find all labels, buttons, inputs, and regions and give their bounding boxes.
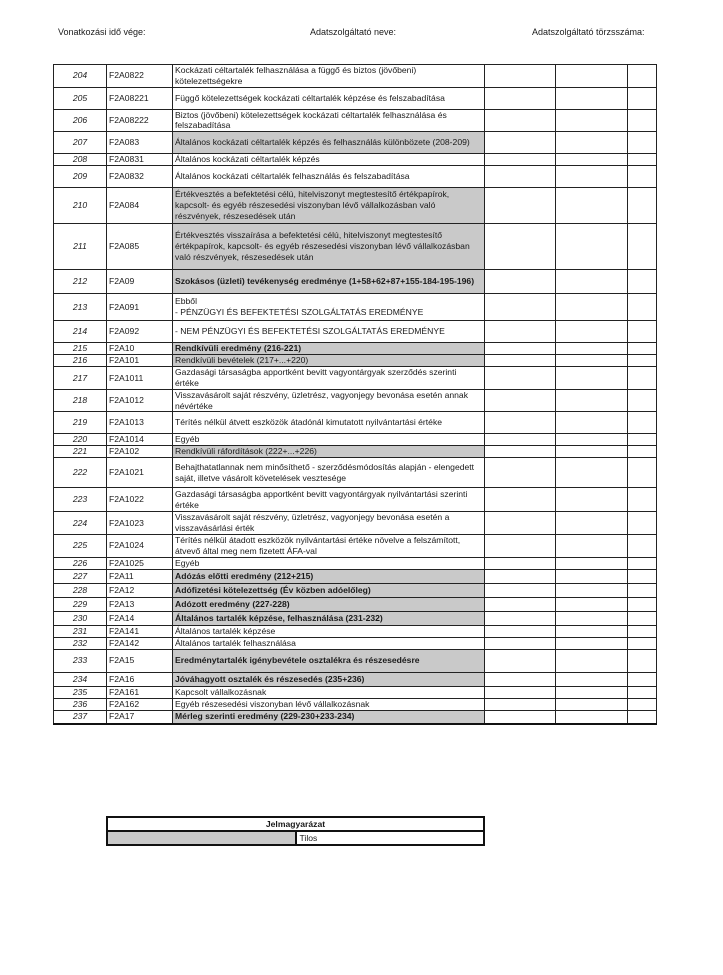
table-row: [54, 698, 657, 710]
table-row: [54, 649, 657, 672]
row-number: 215: [54, 343, 107, 355]
row-description-text: Kapcsolt vállalkozásnak: [175, 686, 267, 697]
table-row: [54, 367, 657, 390]
value-cell[interactable]: [485, 597, 556, 611]
value-cell[interactable]: [556, 637, 628, 649]
value-cell[interactable]: [485, 583, 556, 597]
row-number: 237: [54, 710, 107, 724]
row-description: [173, 710, 485, 724]
value-cell[interactable]: [628, 87, 657, 109]
row-code: F2A11: [107, 569, 173, 583]
value-cell[interactable]: [628, 637, 657, 649]
row-number: 204: [54, 65, 107, 88]
row-description: [173, 488, 485, 512]
row-description: [173, 412, 485, 434]
row-code: F2A1021: [107, 458, 173, 488]
value-cell[interactable]: [485, 458, 556, 488]
value-cell[interactable]: [556, 154, 628, 166]
provider-name-label: Adatszolgáltató neve:: [310, 27, 397, 37]
row-description-text: Értékvesztés a befektetési célú, hitelviszonyt megtestesítő értékpapírok, kapcsolt- és egyéb részesedési viszonyban lévő vállalkozásban való részvények, részesedések után: [175, 189, 450, 222]
table-row: [54, 355, 657, 367]
row-number: 217: [54, 367, 107, 390]
value-cell[interactable]: [485, 446, 556, 458]
legend-item-label: Tilos: [296, 831, 485, 845]
value-cell[interactable]: [485, 637, 556, 649]
table-row: [54, 321, 657, 343]
value-cell[interactable]: [628, 132, 657, 154]
table-row: [54, 557, 657, 569]
table-row: [54, 534, 657, 557]
row-description-text: Mérleg szerinti eredmény (229-230+233-234): [175, 711, 355, 722]
value-cell[interactable]: [556, 672, 628, 686]
row-number: 205: [54, 87, 107, 109]
row-number: 236: [54, 698, 107, 710]
table-row: [54, 672, 657, 686]
value-cell[interactable]: [485, 188, 556, 224]
value-cell[interactable]: [485, 321, 556, 343]
value-cell[interactable]: [628, 698, 657, 710]
row-description-text: Biztos (jövőbeni) kötelezettségek kockázati céltartalék felhasználása és felszabadítása: [175, 109, 447, 131]
table-row: [54, 224, 657, 270]
table-row: [54, 637, 657, 649]
table-row: [54, 710, 657, 724]
row-number: 225: [54, 534, 107, 557]
value-cell[interactable]: [485, 412, 556, 434]
value-cell[interactable]: [556, 321, 628, 343]
value-cell[interactable]: [556, 224, 628, 270]
row-code: F2A162: [107, 698, 173, 710]
table-row: [54, 343, 657, 355]
row-code: F2A102: [107, 446, 173, 458]
row-description-text: Gazdasági társaságba apportként bevitt vagyontárgyak szerződés szerinti értéke: [175, 367, 457, 388]
value-cell[interactable]: [485, 294, 556, 321]
row-description: [173, 512, 485, 535]
value-cell[interactable]: [628, 389, 657, 412]
row-description: [173, 166, 485, 188]
table-row: [54, 87, 657, 109]
row-code: F2A1022: [107, 488, 173, 512]
row-number: 228: [54, 583, 107, 597]
row-description-text: Kockázati céltartalék felhasználása a függő és biztos (jövőbeni) kötelezettségekre: [175, 65, 417, 86]
row-description: [173, 686, 485, 698]
row-number: 211: [54, 224, 107, 270]
row-description: [173, 389, 485, 412]
row-code: F2A085: [107, 224, 173, 270]
row-code: F2A1025: [107, 557, 173, 569]
row-number: 232: [54, 637, 107, 649]
row-number: 214: [54, 321, 107, 343]
row-description-text: Behajthatatlannak nem minősíthető - szerződésmódosítás alapján - elengedett saját, illetve vásárolt követelések vesztesége: [175, 462, 475, 483]
value-cell[interactable]: [485, 65, 556, 88]
value-cell[interactable]: [628, 512, 657, 535]
value-cell[interactable]: [556, 343, 628, 355]
row-code: F2A09: [107, 270, 173, 294]
row-description: [173, 294, 485, 321]
row-code: F2A1013: [107, 412, 173, 434]
table-row: [54, 686, 657, 698]
value-cell[interactable]: [628, 649, 657, 672]
row-code: F2A16: [107, 672, 173, 686]
value-cell[interactable]: [628, 710, 657, 724]
row-description: [173, 569, 485, 583]
table-row: [54, 188, 657, 224]
table-row: [54, 65, 657, 88]
row-description-text: Általános kockázati céltartalék képzés: [175, 154, 320, 165]
row-number: 229: [54, 597, 107, 611]
value-cell[interactable]: [628, 321, 657, 343]
value-cell[interactable]: [628, 166, 657, 188]
value-cell[interactable]: [485, 710, 556, 724]
row-code: F2A12: [107, 583, 173, 597]
provider-id-label: Adatszolgáltató törzsszáma:: [532, 27, 645, 37]
row-code: F2A092: [107, 321, 173, 343]
value-cell[interactable]: [485, 343, 556, 355]
table-row: [54, 583, 657, 597]
value-cell[interactable]: [556, 557, 628, 569]
value-cell[interactable]: [485, 488, 556, 512]
value-cell[interactable]: [485, 569, 556, 583]
table-row: [54, 625, 657, 637]
value-cell[interactable]: [556, 611, 628, 625]
value-cell[interactable]: [556, 109, 628, 132]
row-description-text: Ebből - PÉNZÜGYI ÉS BEFEKTETÉSI SZOLGÁLTATÁS EREDMÉNYE: [175, 296, 424, 318]
row-code: F2A142: [107, 637, 173, 649]
value-cell[interactable]: [628, 672, 657, 686]
row-code: F2A1011: [107, 367, 173, 390]
row-description: [173, 132, 485, 154]
row-number: 212: [54, 270, 107, 294]
row-description-text: Általános kockázati céltartalék felhasználás és felszabadítása: [175, 171, 410, 182]
value-cell[interactable]: [628, 583, 657, 597]
table-row: [54, 389, 657, 412]
value-cell[interactable]: [485, 512, 556, 535]
row-code: F2A15: [107, 649, 173, 672]
row-description: [173, 224, 485, 270]
value-cell[interactable]: [556, 270, 628, 294]
row-description: [173, 611, 485, 625]
row-number: 235: [54, 686, 107, 698]
row-description: [173, 597, 485, 611]
value-cell[interactable]: [485, 132, 556, 154]
value-cell[interactable]: [485, 686, 556, 698]
row-description-text: Gazdasági társaságba apportként bevitt vagyontárgyak nyilvántartási szerinti értéke: [175, 489, 468, 510]
table-row: [54, 488, 657, 512]
row-code: F2A10: [107, 343, 173, 355]
row-description: [173, 343, 485, 355]
value-cell[interactable]: [628, 65, 657, 88]
row-code: F2A0831: [107, 154, 173, 166]
value-cell[interactable]: [628, 446, 657, 458]
row-description-text: Függő kötelezettségek kockázati céltartalék képzése és felszabadítása: [175, 92, 445, 103]
value-cell[interactable]: [628, 557, 657, 569]
row-description-text: Térítés nélkül átvett eszközök átadónál kimutatott nyilvántartási értéke: [175, 417, 443, 428]
row-description: [173, 367, 485, 390]
row-description: [173, 270, 485, 294]
value-cell[interactable]: [556, 686, 628, 698]
row-description-text: Rendkívüli eredmény (216-221): [175, 343, 302, 354]
row-number: 218: [54, 389, 107, 412]
row-number: 207: [54, 132, 107, 154]
row-description-text: Értékvesztés visszaírása a befektetési célú, hitelviszonyt megtestesítő értékpapírok, kapcsolt- és egyéb részesedési viszonyban lévő vállalkozásban való részvények, részesedések után: [175, 230, 470, 263]
value-cell[interactable]: [628, 488, 657, 512]
legend-swatch: [107, 831, 296, 845]
row-description-text: Egyéb: [175, 557, 200, 568]
row-number: 208: [54, 154, 107, 166]
row-number: 226: [54, 557, 107, 569]
table-row: [54, 270, 657, 294]
table-row: [54, 611, 657, 625]
value-cell[interactable]: [628, 343, 657, 355]
value-cell[interactable]: [628, 625, 657, 637]
table-row: [54, 154, 657, 166]
value-cell[interactable]: [628, 154, 657, 166]
value-cell[interactable]: [485, 611, 556, 625]
row-number: 224: [54, 512, 107, 535]
row-description-text: - NEM PÉNZÜGYI ÉS BEFEKTETÉSI SZOLGÁLTATÁS EREDMÉNYE: [175, 326, 445, 337]
row-description-text: Adózás előtti eredmény (212+215): [175, 570, 314, 581]
value-cell[interactable]: [556, 132, 628, 154]
row-number: 213: [54, 294, 107, 321]
row-code: F2A1012: [107, 389, 173, 412]
table-row: [54, 166, 657, 188]
value-cell[interactable]: [628, 569, 657, 583]
row-number: 206: [54, 109, 107, 132]
value-cell[interactable]: [556, 355, 628, 367]
row-description-text: Visszavásárolt saját részvény, üzletrész, vagyonjegy bevonása esetén annak névértéke: [175, 389, 468, 411]
row-description: [173, 434, 485, 446]
row-description-text: Visszavásárolt saját részvény, üzletrész, vagyonjegy bevonása esetén a visszavásárlási érték: [175, 512, 450, 534]
row-description-text: Egyéb: [175, 434, 200, 445]
value-cell[interactable]: [556, 710, 628, 724]
value-cell[interactable]: [485, 224, 556, 270]
row-number: 231: [54, 625, 107, 637]
row-number: 209: [54, 166, 107, 188]
value-cell[interactable]: [556, 434, 628, 446]
value-cell[interactable]: [556, 367, 628, 390]
row-code: F2A091: [107, 294, 173, 321]
value-cell[interactable]: [556, 389, 628, 412]
value-cell[interactable]: [485, 87, 556, 109]
row-description-text: Eredménytartalék igénybevétele osztalékra és részesedésre: [175, 655, 420, 666]
value-cell[interactable]: [628, 434, 657, 446]
value-cell[interactable]: [628, 458, 657, 488]
value-cell[interactable]: [628, 188, 657, 224]
row-code: F2A0832: [107, 166, 173, 188]
row-code: F2A101: [107, 355, 173, 367]
value-cell[interactable]: [628, 412, 657, 434]
value-cell[interactable]: [628, 224, 657, 270]
row-description: [173, 698, 485, 710]
row-description: [173, 672, 485, 686]
value-cell[interactable]: [628, 294, 657, 321]
value-cell[interactable]: [485, 355, 556, 367]
value-cell[interactable]: [556, 412, 628, 434]
row-description: [173, 625, 485, 637]
value-cell[interactable]: [485, 270, 556, 294]
row-description-text: Rendkívüli bevételek (217+...+220): [175, 355, 309, 366]
row-description-text: Térítés nélkül átadott eszközök nyilvántartási értéke növelve a felszámított, átvevő által meg nem fizetett ÁFA-val: [175, 534, 461, 556]
row-description: [173, 446, 485, 458]
row-description: [173, 557, 485, 569]
row-description-text: Egyéb részesedési viszonyban lévő vállalkozásnak: [175, 698, 370, 709]
value-cell[interactable]: [485, 672, 556, 686]
row-number: 227: [54, 569, 107, 583]
row-description: [173, 154, 485, 166]
row-code: F2A17: [107, 710, 173, 724]
row-description-text: Általános tartalék képzése: [175, 625, 276, 636]
row-description: [173, 188, 485, 224]
value-cell[interactable]: [485, 649, 556, 672]
table-row: [54, 458, 657, 488]
row-description-text: Általános kockázati céltartalék képzés és felhasználás különbözete (208-209): [175, 137, 470, 148]
row-code: F2A083: [107, 132, 173, 154]
row-description-text: Adófizetési kötelezettség (Év közben adóelőleg): [175, 584, 371, 595]
value-cell[interactable]: [556, 625, 628, 637]
value-cell[interactable]: [628, 611, 657, 625]
table-row: [54, 446, 657, 458]
row-number: 223: [54, 488, 107, 512]
value-cell[interactable]: [628, 270, 657, 294]
value-cell[interactable]: [628, 367, 657, 390]
value-cell[interactable]: [556, 649, 628, 672]
row-code: F2A13: [107, 597, 173, 611]
row-code: F2A14: [107, 611, 173, 625]
legend-title: Jelmagyarázat: [107, 817, 484, 831]
value-cell[interactable]: [556, 87, 628, 109]
row-description-text: Általános tartalék képzése, felhasználása (231-232): [175, 612, 383, 623]
value-cell[interactable]: [628, 686, 657, 698]
value-cell[interactable]: [556, 458, 628, 488]
value-cell[interactable]: [556, 294, 628, 321]
table-row: [54, 132, 657, 154]
row-code: F2A08221: [107, 87, 173, 109]
value-cell[interactable]: [485, 698, 556, 710]
value-cell[interactable]: [556, 188, 628, 224]
value-cell[interactable]: [556, 488, 628, 512]
table-row: [54, 569, 657, 583]
table-row: [54, 109, 657, 132]
row-description: [173, 355, 485, 367]
row-number: 221: [54, 446, 107, 458]
row-code: F2A1024: [107, 534, 173, 557]
row-description: [173, 321, 485, 343]
value-cell[interactable]: [556, 166, 628, 188]
row-description: [173, 583, 485, 597]
value-cell[interactable]: [628, 597, 657, 611]
value-cell[interactable]: [556, 534, 628, 557]
value-cell[interactable]: [556, 698, 628, 710]
table-row: [54, 294, 657, 321]
row-code: F2A0822: [107, 65, 173, 88]
value-cell[interactable]: [556, 597, 628, 611]
value-cell[interactable]: [485, 166, 556, 188]
row-description: [173, 458, 485, 488]
row-description-text: Szokásos (üzleti) tevékenység eredménye (1+58+62+87+155-184-195-196): [175, 276, 475, 287]
value-cell[interactable]: [485, 557, 556, 569]
value-cell[interactable]: [628, 534, 657, 557]
row-code: F2A08222: [107, 109, 173, 132]
row-number: 220: [54, 434, 107, 446]
row-number: 210: [54, 188, 107, 224]
row-number: 230: [54, 611, 107, 625]
row-description: [173, 637, 485, 649]
value-cell[interactable]: [485, 389, 556, 412]
row-number: 216: [54, 355, 107, 367]
row-code: F2A084: [107, 188, 173, 224]
row-description: [173, 65, 485, 88]
value-cell[interactable]: [485, 154, 556, 166]
value-cell[interactable]: [556, 512, 628, 535]
report-table: [53, 64, 657, 725]
table-row: [54, 597, 657, 611]
row-number: 234: [54, 672, 107, 686]
row-description: [173, 534, 485, 557]
value-cell[interactable]: [556, 65, 628, 88]
value-cell[interactable]: [628, 355, 657, 367]
table-row: [54, 412, 657, 434]
value-cell[interactable]: [485, 109, 556, 132]
value-cell[interactable]: [556, 446, 628, 458]
value-cell[interactable]: [485, 625, 556, 637]
row-description: [173, 109, 485, 132]
row-description: [173, 649, 485, 672]
row-code: F2A141: [107, 625, 173, 637]
row-number: 222: [54, 458, 107, 488]
value-cell[interactable]: [556, 569, 628, 583]
row-code: F2A161: [107, 686, 173, 698]
value-cell[interactable]: [485, 534, 556, 557]
row-description-text: Rendkívüli ráfordítások (222+...+226): [175, 446, 317, 457]
row-number: 219: [54, 412, 107, 434]
legend-table: [106, 816, 485, 846]
row-code: F2A1014: [107, 434, 173, 446]
row-number: 233: [54, 649, 107, 672]
period-end-label: Vonatkozási idő vége:: [58, 27, 146, 37]
value-cell[interactable]: [485, 434, 556, 446]
value-cell[interactable]: [485, 367, 556, 390]
table-row: [54, 434, 657, 446]
row-description-text: Adózott eredmény (227-228): [175, 598, 290, 609]
table-row: [54, 512, 657, 535]
row-description: [173, 87, 485, 109]
row-code: F2A1023: [107, 512, 173, 535]
row-description-text: Jóváhagyott osztalék és részesedés (235+236): [175, 673, 365, 684]
row-description-text: Általános tartalék felhasználása: [175, 637, 296, 648]
value-cell[interactable]: [556, 583, 628, 597]
value-cell[interactable]: [628, 109, 657, 132]
